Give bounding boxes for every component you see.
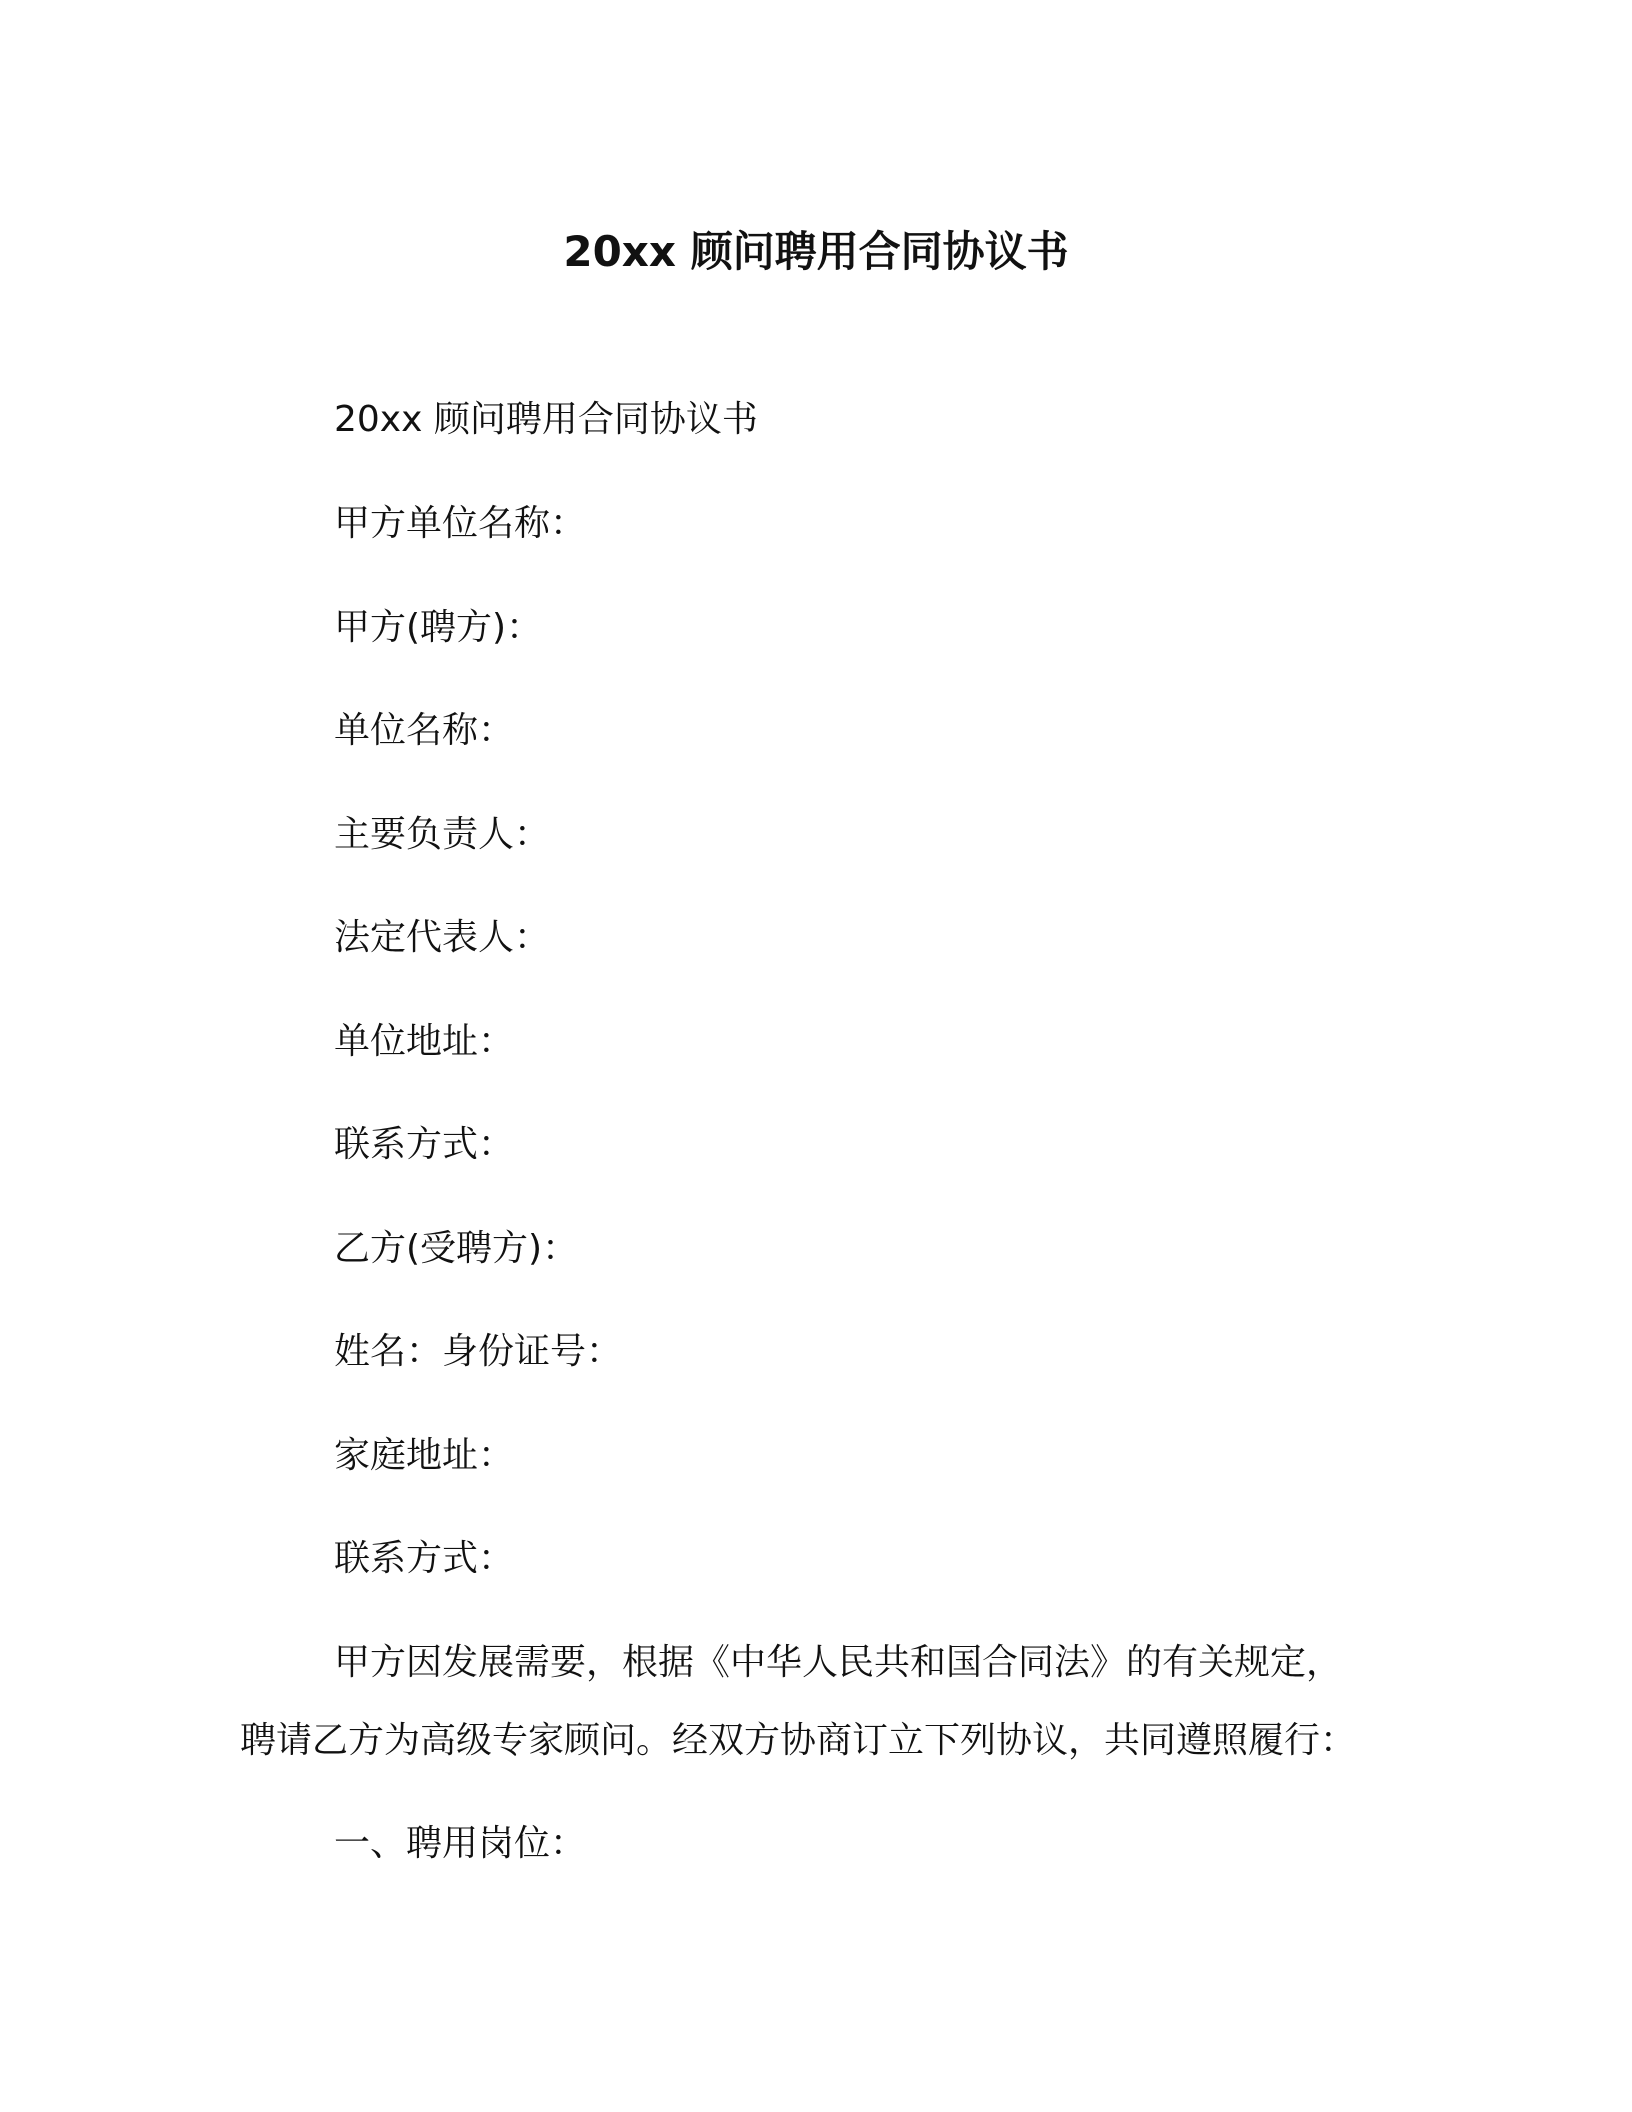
field-unit-name: 单位名称： [334, 710, 515, 751]
intro-paragraph [240, 1639, 1390, 1765]
field-name-id: 姓名：身份证号： [334, 1331, 623, 1372]
intro-paragraph-line-2: 聘请乙方为高级专家顾问。经双方协商订立下列协议，共同遵照履行： [240, 1720, 1357, 1761]
field-party-b: 乙方(受聘方)： [334, 1228, 579, 1269]
field-unit-address: 单位地址： [334, 1021, 515, 1062]
document-title: 20xx 顾问聘用合同协议书 [563, 227, 1069, 276]
field-legal-representative: 法定代表人： [334, 917, 551, 958]
field-home-address: 家庭地址： [334, 1435, 515, 1476]
section-heading-position: 一、聘用岗位： [334, 1823, 587, 1864]
subtitle-line: 20xx 顾问聘用合同协议书 [334, 399, 758, 440]
field-main-responsible: 主要负责人： [334, 814, 551, 855]
field-contact-b: 联系方式： [334, 1538, 515, 1579]
intro-paragraph-line-1: 甲方因发展需要，根据《中华人民共和国合同法》的有关规定， [334, 1642, 1343, 1683]
field-party-a: 甲方(聘方)： [334, 607, 543, 648]
field-party-a-unit-name: 甲方单位名称： [334, 503, 587, 544]
field-contact-a: 联系方式： [334, 1124, 515, 1165]
